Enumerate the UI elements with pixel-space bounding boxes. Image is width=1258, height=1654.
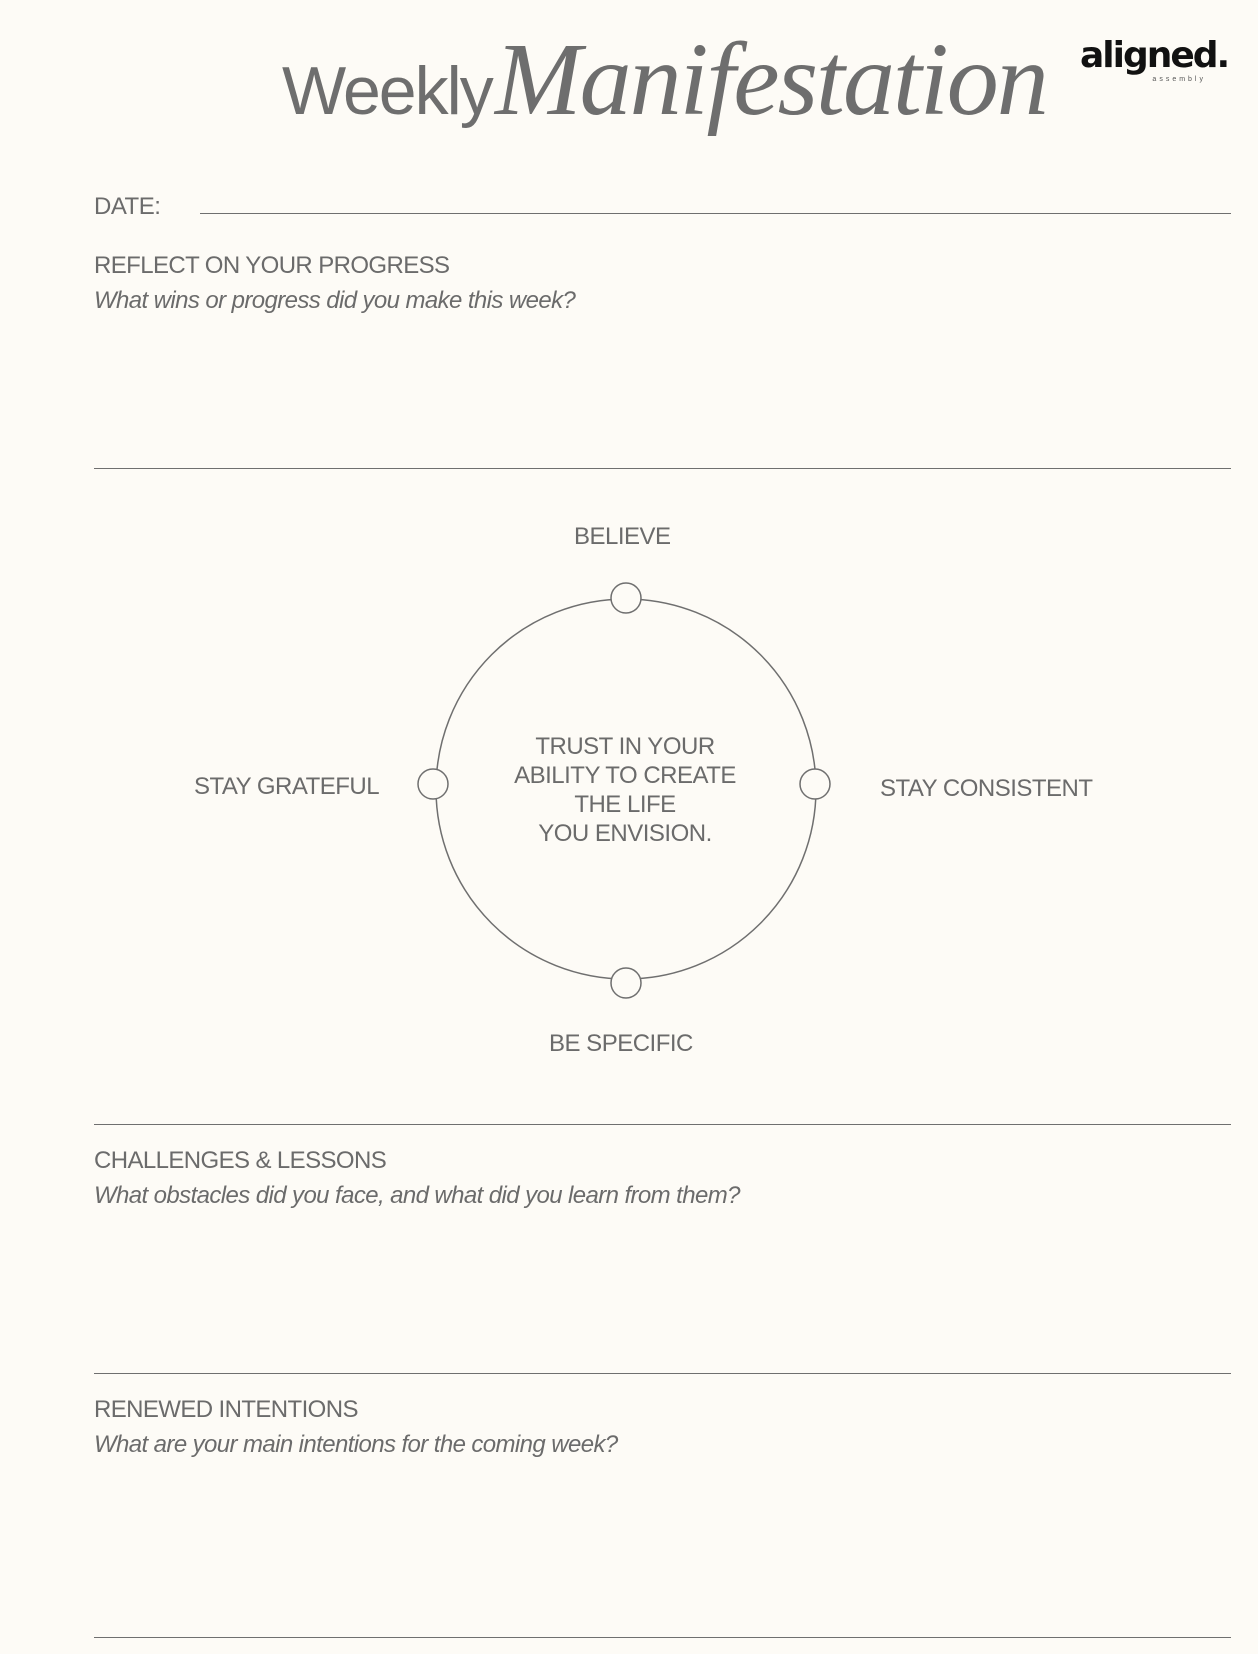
section-title-progress: REFLECT ON YOUR PROGRESS [94, 252, 450, 279]
divider [94, 1637, 1231, 1638]
divider [94, 1373, 1231, 1374]
section-title-intentions: RENEWED INTENTIONS [94, 1396, 358, 1423]
wheel-label-stay-consistent: STAY CONSISTENT [880, 775, 1093, 802]
center-line-3: THE LIFE [574, 791, 676, 818]
wheel-label-stay-grateful: STAY GRATEFUL [194, 773, 380, 800]
logo-wordmark: aligned. [1080, 35, 1229, 76]
section-question-progress: What wins or progress did you make this week? [94, 287, 576, 314]
center-line-1: TRUST IN YOUR [535, 733, 715, 760]
intentions-writing-area[interactable] [94, 1466, 1231, 1632]
section-question-intentions: What are your main intentions for the coming week? [94, 1431, 618, 1458]
wheel-node-bottom [611, 968, 641, 998]
wheel-label-be-specific: BE SPECIFIC [549, 1030, 693, 1057]
wheel-center-text [495, 732, 755, 848]
wheel-node-left [418, 769, 448, 799]
section-title-challenges: CHALLENGES & LESSONS [94, 1147, 387, 1174]
logo-subtext: assembly [1152, 76, 1206, 83]
title-weekly: Weekly [282, 53, 492, 129]
center-line-2: ABILITY TO CREATE [514, 762, 736, 789]
wheel-node-right [800, 769, 830, 799]
wheel-label-believe: BELIEVE [574, 523, 671, 550]
date-label: DATE: [94, 193, 161, 220]
center-line-4: YOU ENVISION. [538, 820, 712, 847]
title-manifestation: Manifestation [495, 22, 1047, 137]
section-question-challenges: What obstacles did you face, and what did you learn from them? [94, 1182, 740, 1209]
wheel-node-top [611, 583, 641, 613]
divider [94, 1124, 1231, 1125]
challenges-writing-area[interactable] [94, 1216, 1231, 1366]
